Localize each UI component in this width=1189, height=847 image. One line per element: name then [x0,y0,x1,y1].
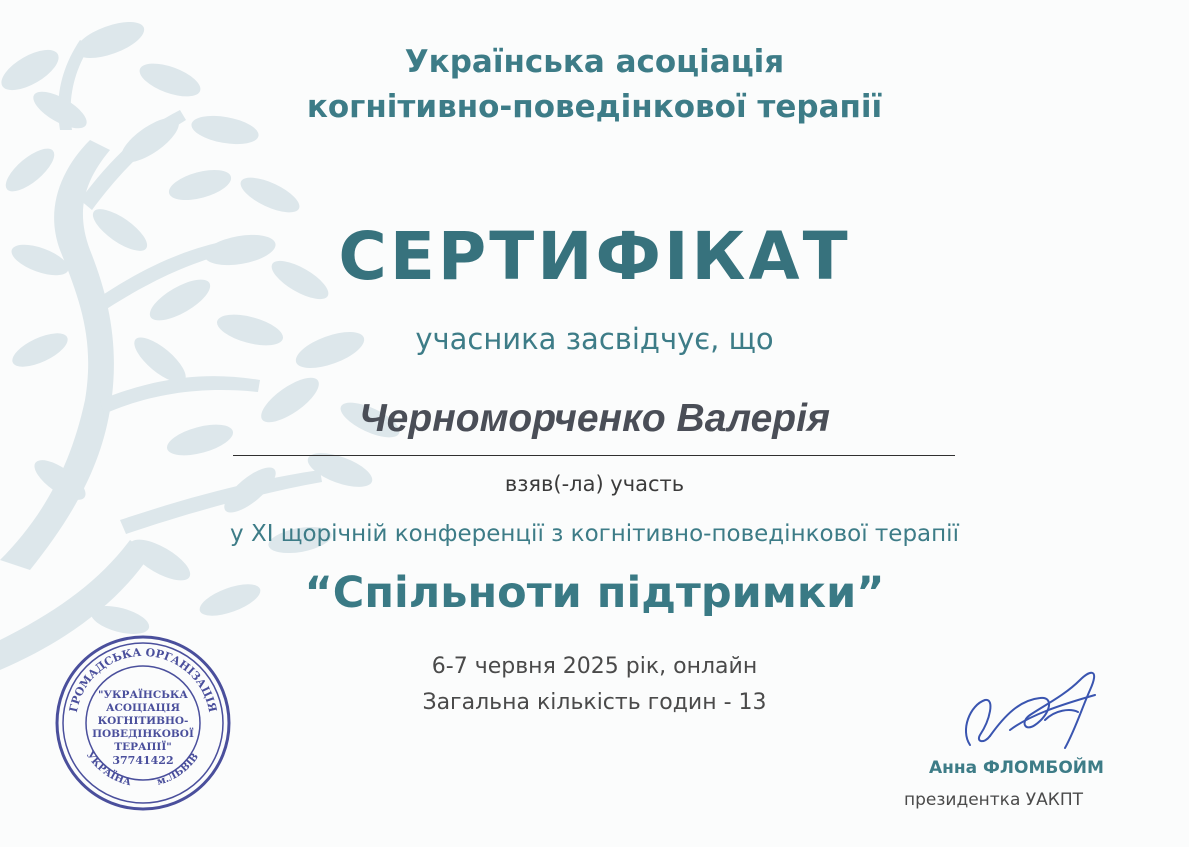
total-hours: Загальна кількість годин - 13 [422,690,767,715]
signatory-role: президентка УАКПТ [904,790,1083,810]
stamp-bottom-right: м.ЛЬВІВ [155,751,202,788]
signatory-name: Анна ФЛОМБОЙМ [929,758,1104,778]
conference-name: “Спільноти підтримки” [304,568,885,618]
stamp-code: 37741422 [112,754,174,767]
participation-text: взяв(-ла) участь [504,472,685,496]
organization-name-line1: Українська асоціація [404,44,785,80]
stamp-bottom-left: УКРАЇНА [83,749,133,789]
stamp-center-line: АСОЦІАЦІЯ [106,702,180,714]
participant-name: Черноморченко Валерія [359,397,830,440]
organization-stamp-icon [52,632,234,814]
stamp-center-line: "УКРАЇНСЬКА [98,689,188,701]
conference-description: у XI щорічній конференції з когнітивно-поведінкової терапії [230,521,959,547]
certificate-subtitle: учасника засвідчує, що [415,322,774,356]
organization-name-line2: когнітивно-поведінкової терапії [306,89,883,125]
name-underline [233,455,955,456]
stamp-center-line: КОГНІТИВНО- [97,715,189,727]
stamp-center-line: ПОВЕДІНКОВОЇ [92,728,194,740]
event-dates: 6-7 червня 2025 рік, онлайн [431,654,758,679]
signature-icon [950,660,1120,760]
stamp-center-line: ТЕРАПІЇ" [114,741,172,753]
stamp-ring-text: ГРОМАДСЬКА ОРГАНІЗАЦІЯ [66,645,220,714]
certificate-title: СЕРТИФІКАТ [338,218,851,295]
